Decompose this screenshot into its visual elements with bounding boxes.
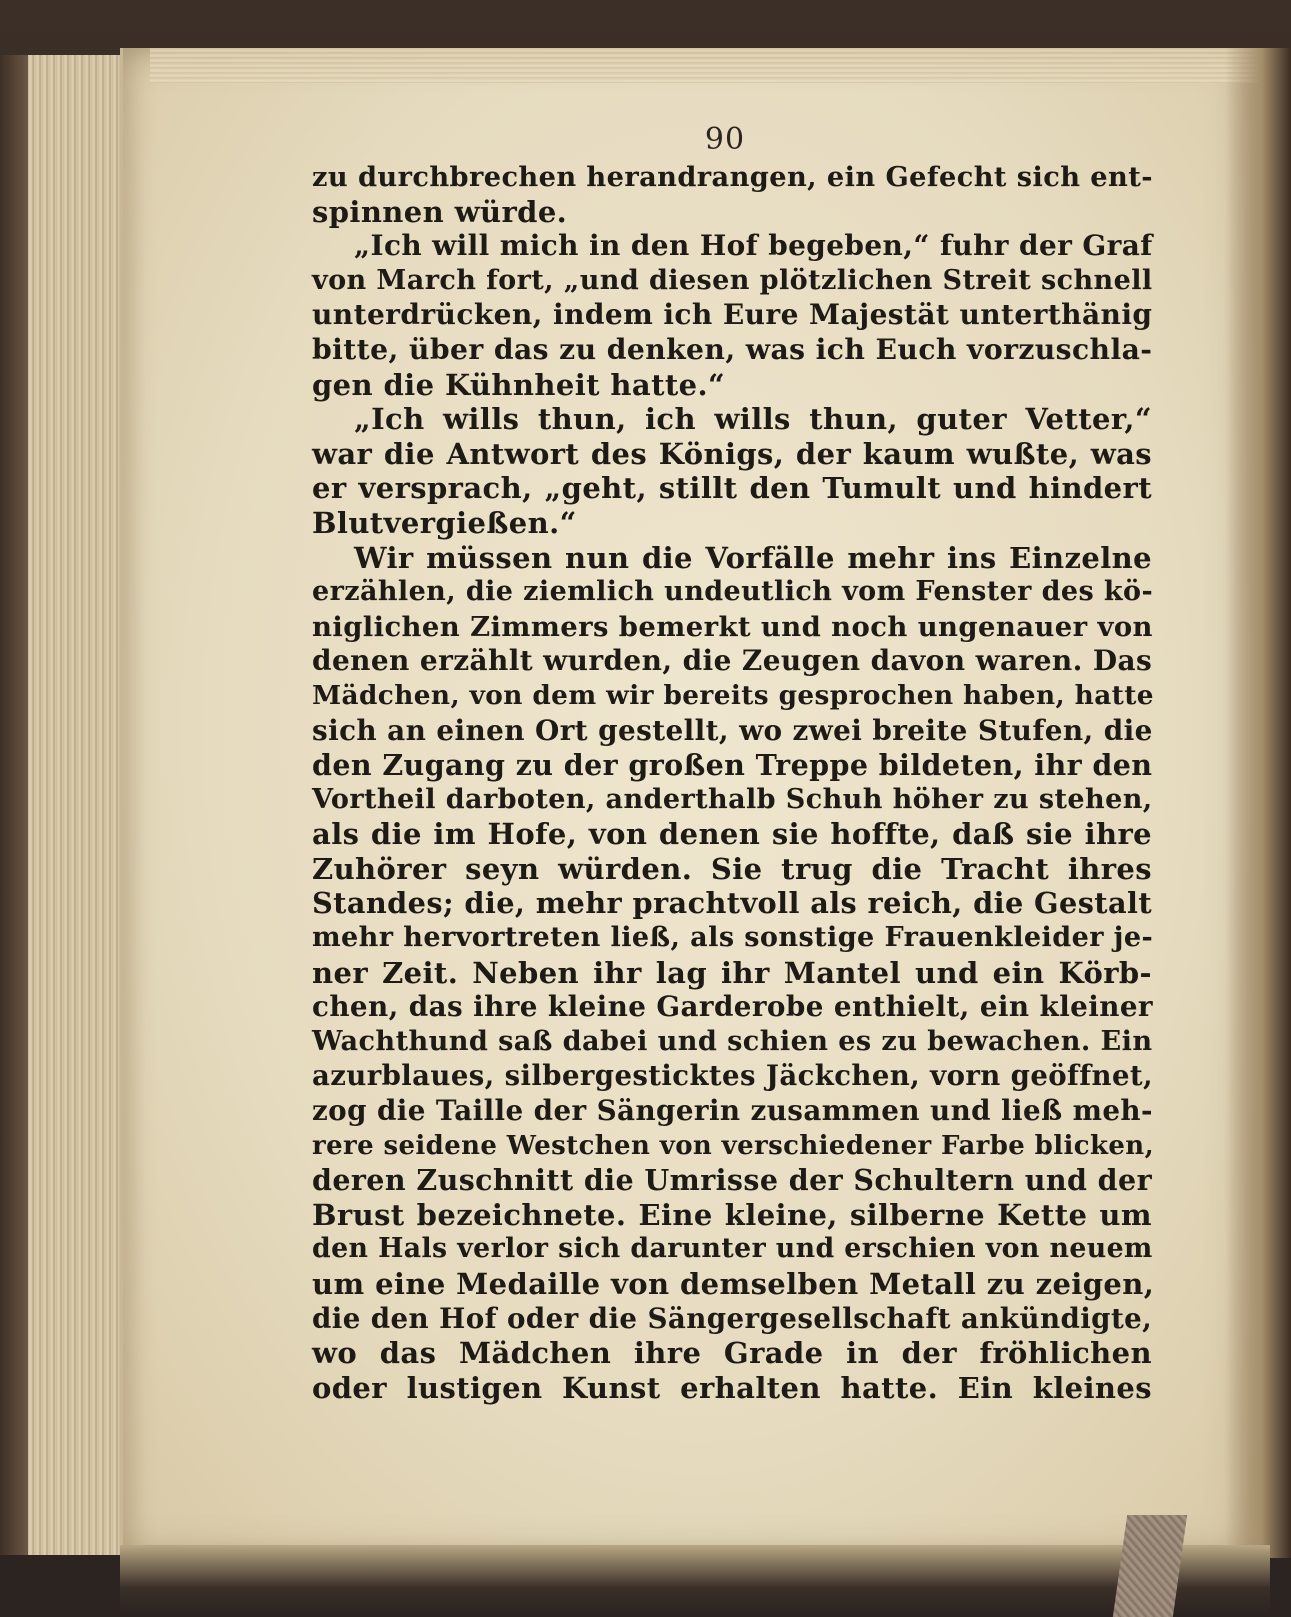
- text-line: rere seidene Westchen von verschiedener Farbe blicken,: [312, 1130, 1155, 1161]
- text-line: zu durchbrechen herandrangen, ein Gefecht sich ent-: [312, 161, 1153, 193]
- text-line: „Ich wills thun, ich wills thun, guter Vetter,“: [354, 402, 1152, 437]
- text-line: um eine Medaille von demselben Metall zu zeigen,: [312, 1267, 1155, 1301]
- text-line: von March fort, „und diesen plötzlichen Streit schnell: [312, 264, 1153, 296]
- text-line: Mädchen, von dem wir bereits gesprochen haben, hatte: [312, 679, 1154, 711]
- text-line: oder lustigen Kunst erhalten hatte. Ein kleines: [312, 1370, 1152, 1405]
- text-line: deren Zuschnitt die Umrisse der Schultern und der: [312, 1163, 1152, 1198]
- text-line: die den Hof oder die Sängergesellschaft ankündigte,: [312, 1301, 1153, 1335]
- text-line: unterdrücken, indem ich Eure Majestät unterthänig: [312, 298, 1153, 332]
- text-line: azurblaues, silbergesticktes Jäckchen, vorn geöffnet,: [312, 1060, 1154, 1093]
- text-line: Wachthund saß dabei und schien es zu bewachen. Ein: [312, 1025, 1153, 1057]
- text-line: wo das Mädchen ihre Grade in der fröhlichen: [312, 1336, 1152, 1371]
- text-line: bitte, über das zu denken, was ich Euch vorzuschla-: [312, 332, 1153, 366]
- text-line: Brust bezeichnete. Eine kleine, silberne Kette um: [312, 1197, 1152, 1232]
- text-line: Blutvergießen.“: [312, 505, 577, 540]
- text-line: zog die Taille der Sängerin zusammen und ließ meh-: [312, 1094, 1153, 1128]
- text-line: niglichen Zimmers bemerkt und noch ungenauer von: [312, 610, 1153, 643]
- text-line: den Zugang zu der großen Treppe bildeten, ihr den: [312, 748, 1153, 783]
- page-number: 90: [704, 122, 746, 157]
- text-line: mehr hervortreten ließ, als sonstige Frauenkleider je-: [312, 922, 1154, 954]
- page-gutter-shadow: [1225, 48, 1291, 1558]
- text-line: denen erzählt wurden, die Zeugen davon waren. Das: [312, 644, 1153, 678]
- text-line: erzählen, die ziemlich undeutlich vom Fenster des kö-: [312, 576, 1154, 608]
- text-line: gen die Kühnheit hatte.“: [312, 367, 726, 402]
- page-bottom-edge: [120, 1545, 1270, 1617]
- text-line: den Hals verlor sich darunter und erschien von neuem: [312, 1233, 1153, 1265]
- text-line: er versprach, „geht, stillt den Tumult und hindert: [312, 471, 1152, 506]
- text-line: war die Antwort des Königs, der kaum wußte, was: [312, 436, 1152, 471]
- text-line: Zuhörer seyn würden. Sie trug die Tracht ihres: [312, 851, 1152, 886]
- book-spine: [0, 55, 28, 1555]
- text-line: „Ich will mich in den Hof begeben,“ fuhr der Graf: [354, 229, 1153, 263]
- page-text: [312, 160, 1155, 1405]
- text-line: Standes; die, mehr prachtvoll als reich, die Gestalt: [312, 886, 1152, 921]
- text-line: sich an einen Ort gestellt, wo zwei breite Stufen, die: [312, 713, 1153, 747]
- text-line: spinnen würde.: [312, 194, 568, 229]
- text-line: Vortheil darboten, anderthalb Schuh höher zu stehen,: [312, 783, 1153, 815]
- text-line: ner Zeit. Neben ihr lag ihr Mantel und ein Körb-: [312, 955, 1152, 990]
- text-line: Wir müssen nun die Vorfälle mehr ins Einzelne: [354, 540, 1152, 575]
- text-line: als die im Hofe, von denen sie hoffte, daß sie ihre: [312, 817, 1152, 852]
- text-line: chen, das ihre kleine Garderobe enthielt, ein kleiner: [312, 990, 1153, 1024]
- page-edge-top: [150, 48, 1260, 83]
